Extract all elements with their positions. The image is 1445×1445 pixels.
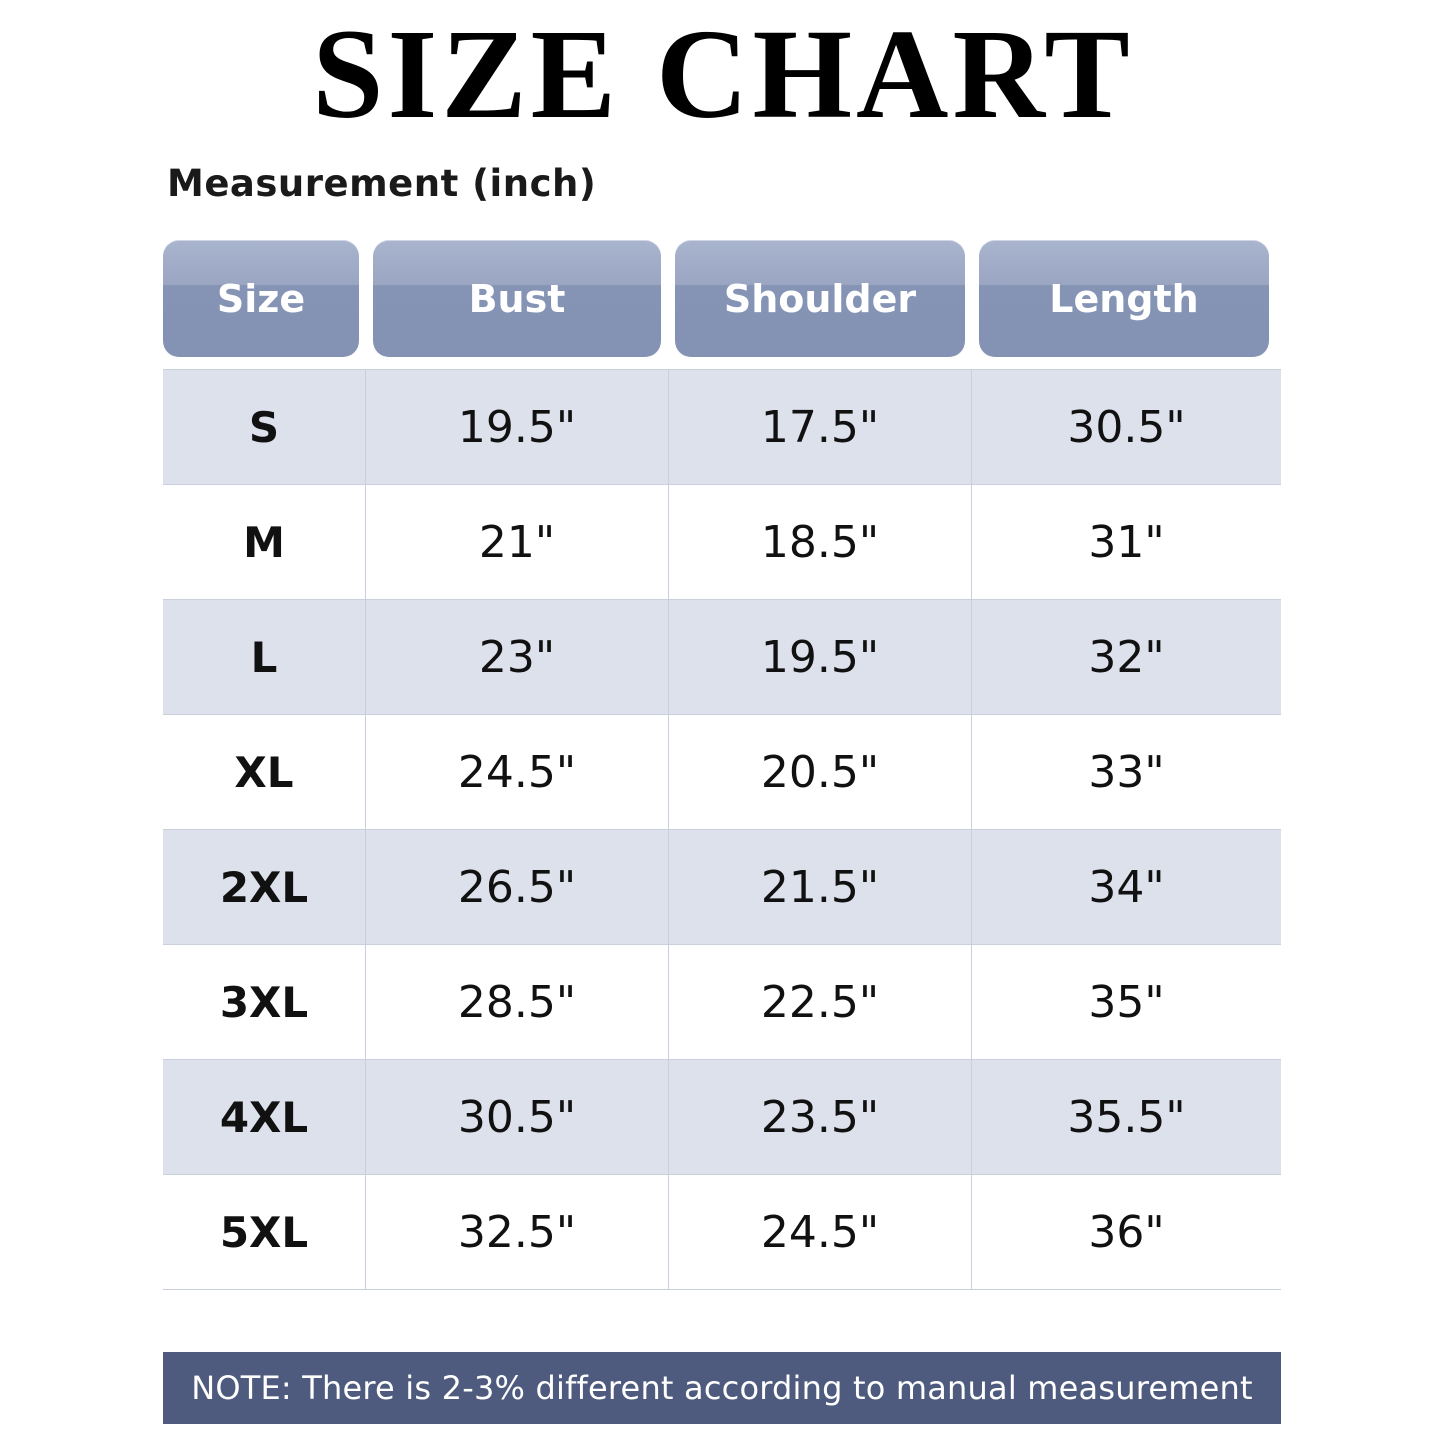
table-row — [163, 1060, 1281, 1175]
cell-size: 4XL — [163, 1060, 366, 1175]
cell-size: 2XL — [163, 830, 366, 945]
cell-size: M — [163, 485, 366, 600]
table-row — [163, 1175, 1281, 1290]
cell-shoulder: 22.5" — [669, 945, 972, 1060]
table-row — [163, 485, 1281, 600]
cell-length: 32" — [972, 600, 1281, 715]
cell-bust: 30.5" — [366, 1060, 669, 1175]
note-banner: NOTE: There is 2-3% different according to manual measurement — [163, 1352, 1281, 1424]
cell-length: 35.5" — [972, 1060, 1281, 1175]
cell-bust: 21" — [366, 485, 669, 600]
cell-length: 33" — [972, 715, 1281, 830]
cell-bust: 24.5" — [366, 715, 669, 830]
table-body — [163, 369, 1281, 1290]
cell-length: 36" — [972, 1175, 1281, 1290]
table-row — [163, 370, 1281, 485]
cell-length: 35" — [972, 945, 1281, 1060]
cell-bust: 26.5" — [366, 830, 669, 945]
cell-length: 30.5" — [972, 370, 1281, 485]
cell-shoulder: 21.5" — [669, 830, 972, 945]
cell-size: XL — [163, 715, 366, 830]
cell-size: 3XL — [163, 945, 366, 1060]
table-row — [163, 945, 1281, 1060]
cell-length: 31" — [972, 485, 1281, 600]
cell-size: 5XL — [163, 1175, 366, 1290]
table-row — [163, 715, 1281, 830]
cell-shoulder: 19.5" — [669, 600, 972, 715]
cell-bust: 28.5" — [366, 945, 669, 1060]
cell-shoulder: 17.5" — [669, 370, 972, 485]
measurement-unit-label: Measurement (inch) — [167, 162, 597, 205]
cell-shoulder: 20.5" — [669, 715, 972, 830]
cell-shoulder: 18.5" — [669, 485, 972, 600]
table-row — [163, 600, 1281, 715]
cell-size: L — [163, 600, 366, 715]
table-row — [163, 830, 1281, 945]
table-header-row — [163, 240, 1281, 357]
column-header-bust: Bust — [373, 240, 661, 357]
cell-size: S — [163, 370, 366, 485]
cell-length: 34" — [972, 830, 1281, 945]
cell-bust: 23" — [366, 600, 669, 715]
cell-shoulder: 23.5" — [669, 1060, 972, 1175]
page-title: SIZE CHART — [312, 3, 1134, 145]
cell-bust: 19.5" — [366, 370, 669, 485]
cell-shoulder: 24.5" — [669, 1175, 972, 1290]
cell-bust: 32.5" — [366, 1175, 669, 1290]
column-header-shoulder: Shoulder — [675, 240, 965, 357]
column-header-size: Size — [163, 240, 359, 357]
size-chart-table — [163, 240, 1281, 1290]
column-header-length: Length — [979, 240, 1269, 357]
